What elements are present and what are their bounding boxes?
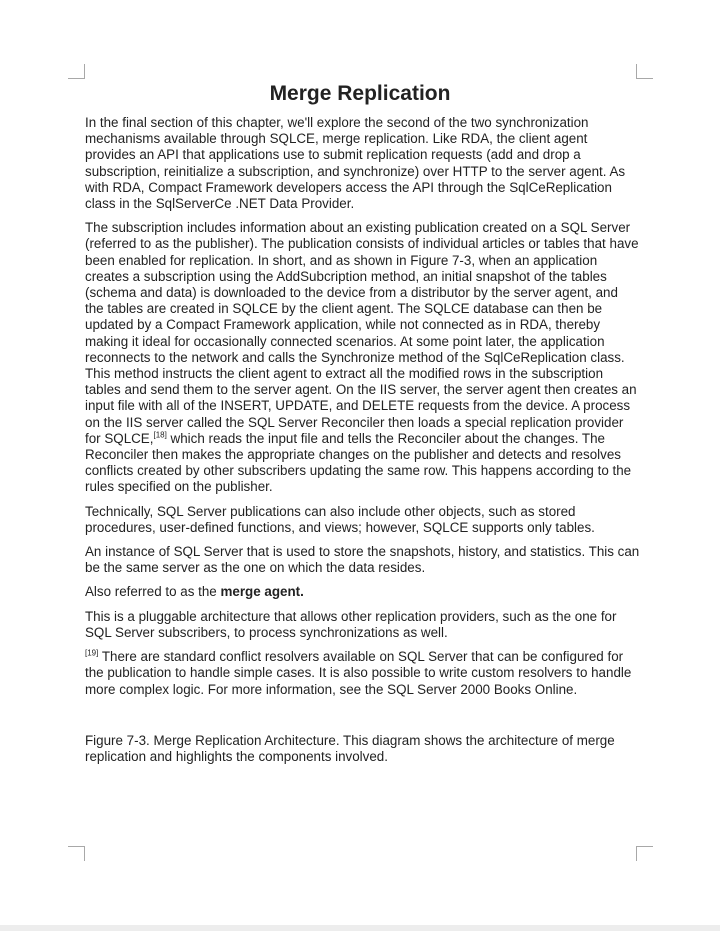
paragraph-subscription-text-continued: which reads the input file and tells the Reconciler about the changes. The Reconciler then makes the appropriate changes on the publisher and detects and resolves conflicts created by other subscribers updating the same row. This happens according to the rules specified on the publisher. [85,430,632,495]
crop-mark-top-right [636,64,653,79]
paragraph-intro: In the final section of this chapter, we'll explore the second of the two synchronization mechanisms available through SQLCE, merge replication. Like RDA, the client agent provides an API that applications use to submit replication requests (add and drop a subscription, reinitialize a subscription, and synchronize) over HTTP to the server agent. As with RDA, Compact Framework developers access the API through the SqlCeReplication class in the SqlServerCe .NET Data Provider. [85,115,626,212]
footnote-19 [85,649,640,698]
paragraph-subscription-text: The subscription includes information about an existing publication created on a SQL Server (referred to as the publisher). The publication consists of individual articles or tables that have been enabled for replication. In short, and as shown in Figure 7-3, when an application creates a subscription using the AddSubcription method, an initial snapshot of the tables (schema and data) is downloaded to the device from a distributor by the server agent, and the tables are created in SQLCE by the client agent. The SQLCE database can then be updated by a Compact Framework application, while not connected as in RDA, thereby making it ideal for occasionally connected scenarios. At some point later, the application reconnects to the network and calls the Synchronize method of the SqlCeReplication class. This method instructs the client agent to extract all the modified rows in the subscription tables and send them to the server agent. On the IIS server, the server agent then creates an input file with all of the INSERT, UPDATE, and DELETE requests from the device. A process on the IIS server called the SQL Server Reconciler then loads a special replication provider for SQLCE, [85,220,639,446]
paragraph-subscription [85,220,640,495]
note-merge-agent-text: Also referred to as the [85,584,221,600]
merge-agent-term: merge agent. [220,584,304,600]
document-body [85,115,640,773]
crop-mark-top-left [68,64,85,79]
crop-mark-bottom-right [636,846,653,861]
note-distributor: An instance of SQL Server that is used to store the snapshots, history, and statistics. This can be the same server as the one on which the data resides. [85,544,640,576]
crop-mark-bottom-left [68,846,85,861]
footnote-ref-18[interactable]: [18] [153,430,167,440]
page-title: Merge Replication [269,82,451,105]
figure-caption: Figure 7-3. Merge Replication Architecture. This diagram shows the architecture of merge replication and highlights the components involved. [85,732,615,764]
note-publications: Technically, SQL Server publications can also include other objects, such as stored procedures, user-defined functions, and views; however, SQLCE supports only tables. [85,503,595,535]
footnote-19-text: There are standard conflict resolvers available on SQL Server that can be configured for the publication to handle simple cases. It is also possible to write custom resolvers to handle more complex logic. For more information, see the SQL Server 2000 Books Online. [85,649,632,697]
page-bottom-edge [0,925,720,931]
note-pluggable-architecture: This is a pluggable architecture that allows other replication providers, such as the one for SQL Server subscribers, to process synchronizations as well. [85,608,617,640]
note-merge-agent [85,584,640,600]
footnote-ref-19: [19] [85,648,99,658]
